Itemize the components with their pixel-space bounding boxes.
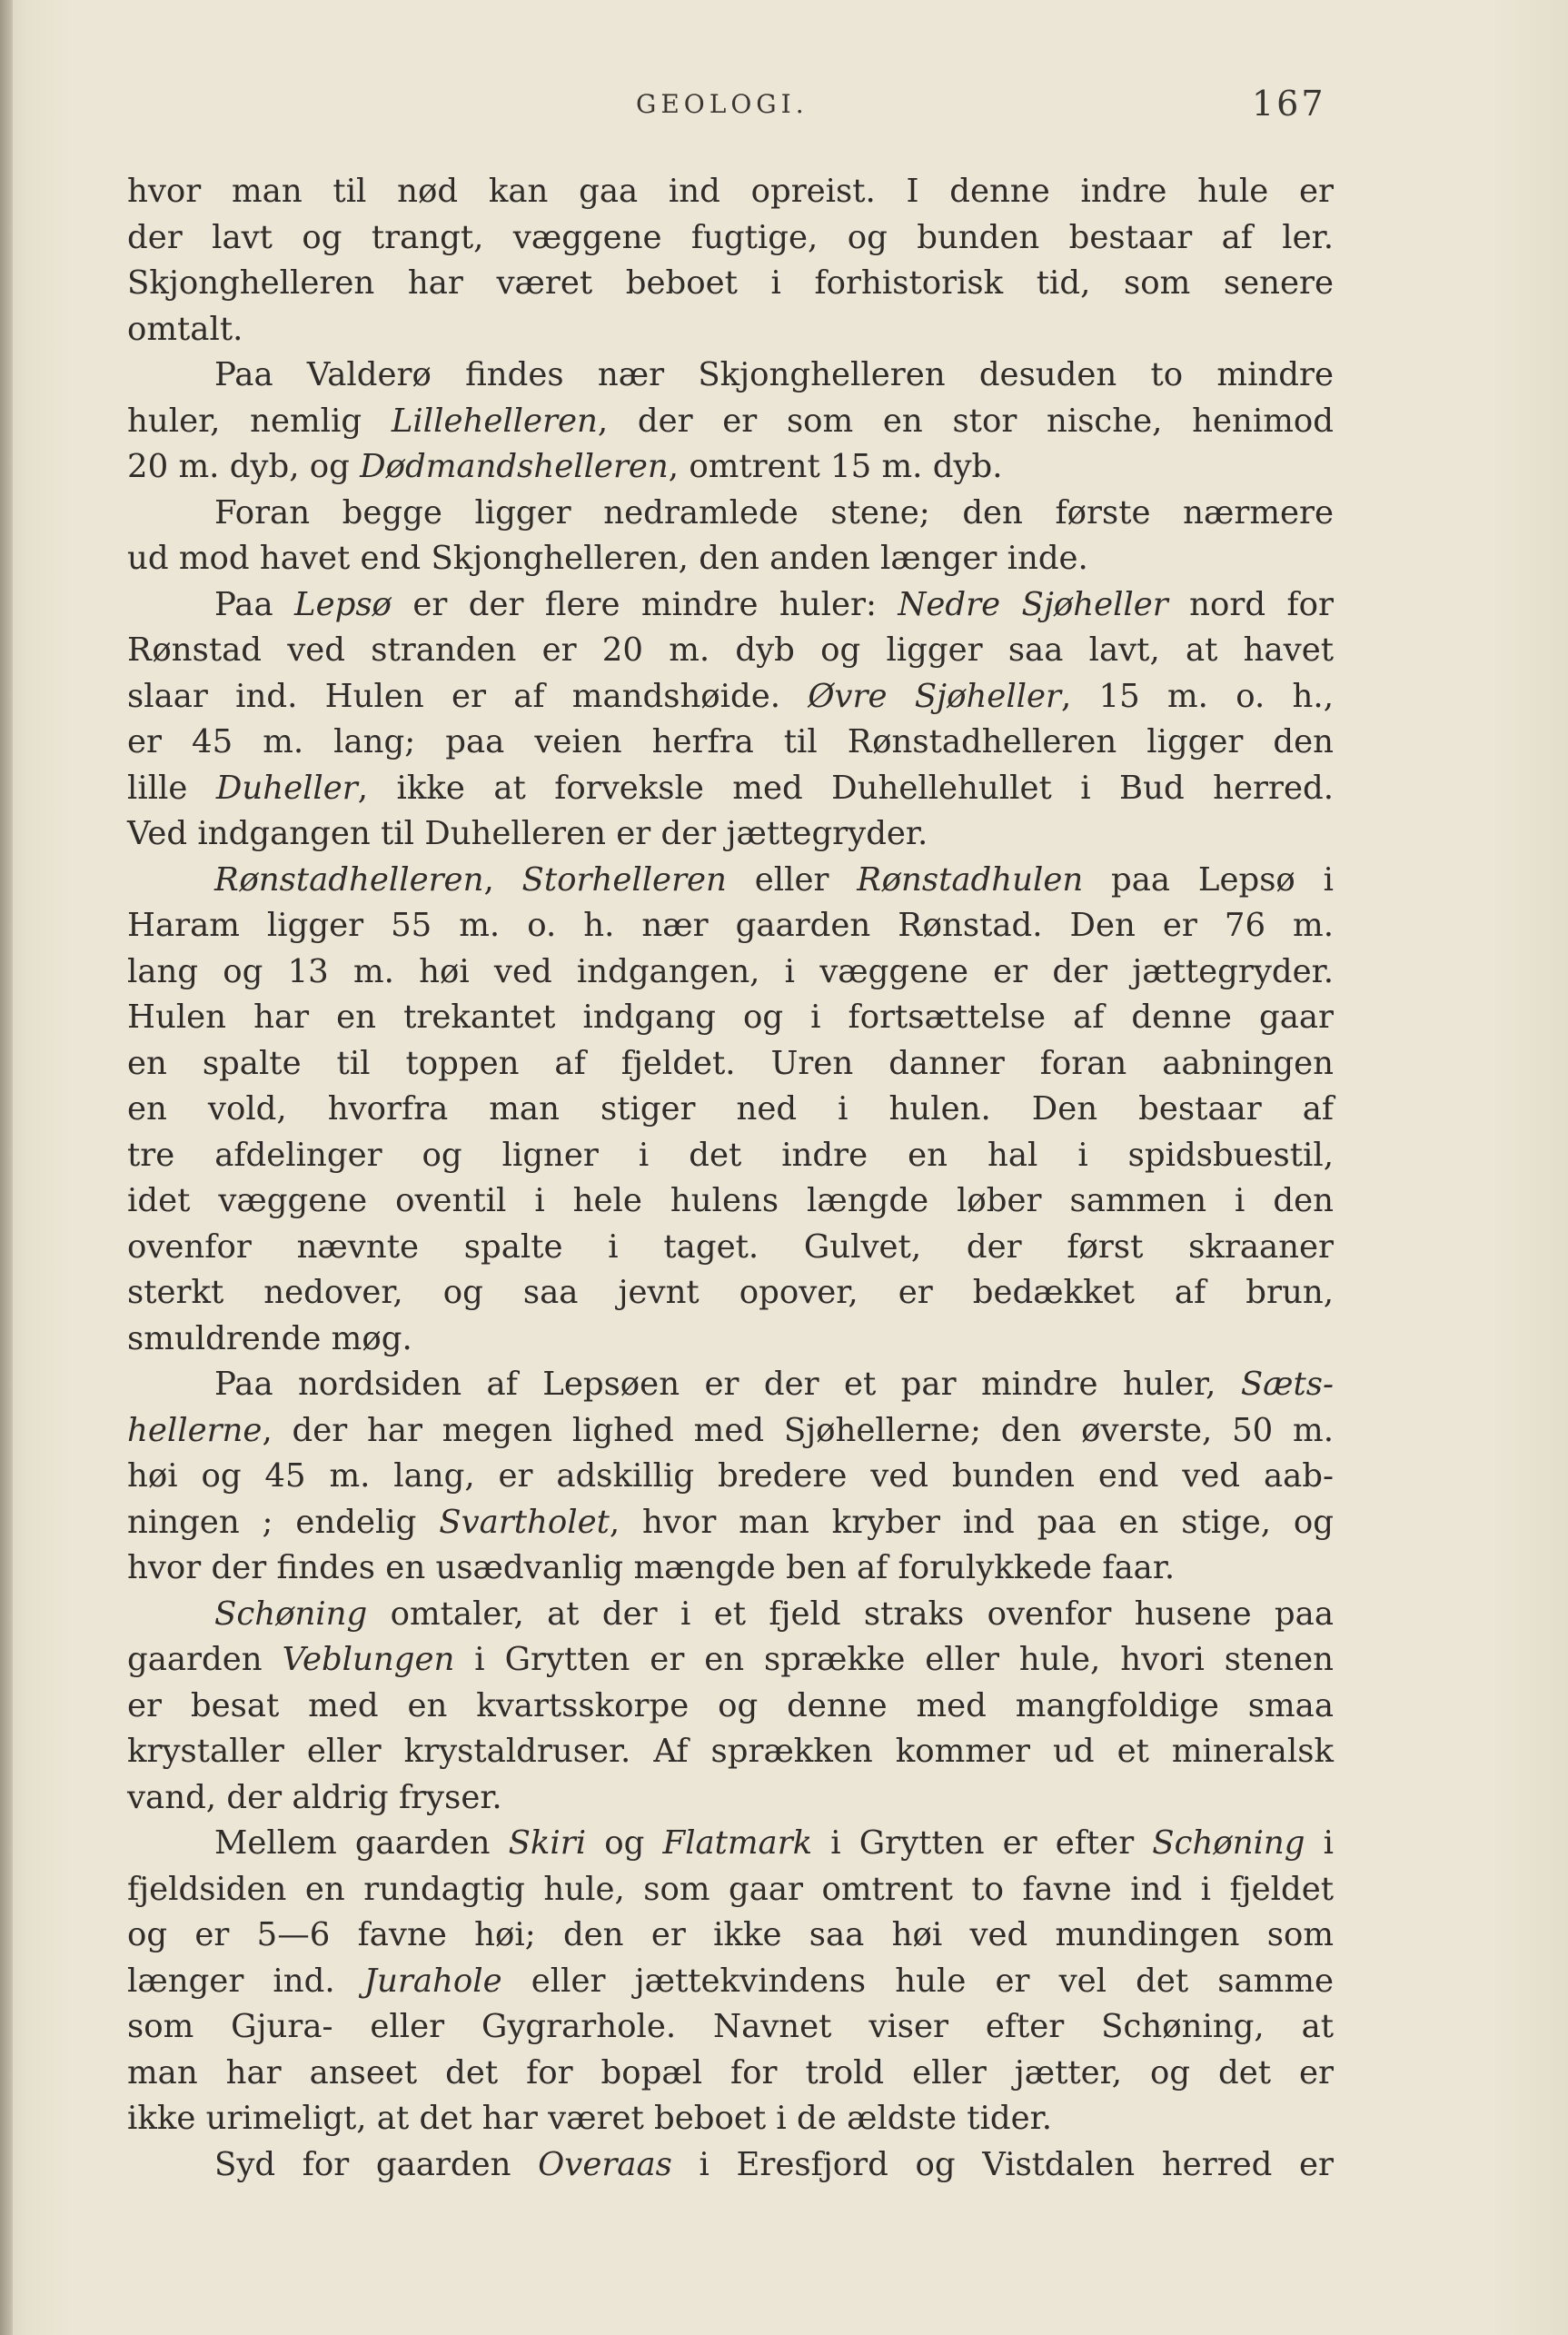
page-number: 167 — [1252, 84, 1326, 124]
text-line: ud mod havet end Skjonghelleren, den anden længer inde. — [127, 540, 1088, 577]
text-line: der lavt og trangt, væggene fugtige, og bunden bestaar af ler. — [127, 218, 1334, 256]
text-line: og er 5—6 favne høi; den er ikke saa høi ved mundingen som — [127, 1916, 1334, 1953]
text-line: er besat med en kvartsskorpe og denne med mangfoldige smaa — [127, 1686, 1334, 1724]
text-line: Rønstad ved stranden er 20 m. dyb og ligger saa lavt, at havet — [127, 631, 1334, 669]
text-line: lang og 13 m. høi ved indgangen, i væggene er der jættegryder. — [127, 952, 1334, 990]
text-line: fjeldsiden en rundagtig hule, som gaar omtrent to favne ind i fjeldet — [127, 1870, 1334, 1908]
text-line: omtalt. — [127, 310, 243, 348]
text-line: idet væggene oventil i hele hulens længde løber sammen i den — [127, 1182, 1334, 1219]
text-line: Skjonghelleren har været beboet i forhistorisk tid, som senere — [127, 264, 1334, 302]
text-line: Ved indgangen til Duhelleren er der jættegryder. — [127, 815, 928, 852]
text-line: 20 m. dyb, og Dødmandshelleren, omtrent 15 m. dyb. — [127, 448, 1003, 485]
text-line: krystaller eller krystaldruser. Af sprækken kommer ud et mineralsk — [127, 1733, 1334, 1770]
running-title: GEOLOGI. — [636, 89, 809, 119]
text-line: tre afdelinger og ligner i det indre en hal i spidsbuestil, — [127, 1136, 1334, 1174]
text-line: sterkt nedover, og saa jevnt opover, er bedækket af brun, — [127, 1274, 1334, 1311]
page-header — [0, 84, 1568, 125]
text-line: ovenfor nævnte spalte i taget. Gulvet, der først skraaner — [127, 1227, 1334, 1266]
text-line: høi og 45 m. lang, er adskillig bredere ved bunden end ved aab- — [127, 1457, 1334, 1495]
text-line: man har anseet det for bopæl for trold eller jætter, og det er — [127, 2053, 1334, 2092]
text-line: hvor man til nød kan gaa ind opreist. I denne indre hule er — [127, 173, 1334, 210]
text-line: er 45 m. lang; paa veien herfra til Rønstadhelleren ligger den — [127, 723, 1334, 760]
text-line: Syd for gaarden Overaas i Eresfjord og Vistdalen herred er — [214, 2145, 1334, 2183]
text-line: længer ind. Juraholе eller jættekvindens hule er vel det samme — [127, 1962, 1334, 2000]
text-line: Paa nordsiden af Lepsøen er der et par mindre huler, Sæts- — [214, 1366, 1334, 1403]
text-line: gaarden Veblungen i Grytten er en sprække eller hule, hvori stenen — [127, 1641, 1335, 1678]
text-line: Foran begge ligger nedramlede stene; den første nærmere — [214, 493, 1334, 532]
text-line: hvor der findes en usædvanlig mængde ben af forulykkede faar. — [127, 1549, 1176, 1586]
text-line: lille Duheller, ikke at forveksle med Duhellehullet i Bud herred. — [127, 769, 1334, 807]
text-line: Haram ligger 55 m. o. h. nær gaarden Rønstad. Den er 76 m. — [127, 907, 1334, 944]
text-line: ikke urimeligt, at det har været beboet i de ældste tider. — [127, 2100, 1053, 2137]
text-line: huler, nemlig Lillehelleren, der er som en stor nische, henimod — [127, 402, 1335, 440]
text-line: Mellem gaarden Skiri og Flatmark i Grytten er efter Schøning i — [214, 1824, 1335, 1862]
text-line: slaar ind. Hulen er af mandshøide. Øvre Sjøheller, 15 m. o. h., — [127, 677, 1334, 715]
text-line: vand, der aldrig fryser. — [127, 1778, 502, 1816]
text-line: en spalte til toppen af fjeldet. Uren danner foran aabningen — [127, 1044, 1334, 1082]
text-line: Hulen har en trekantet indgang og i fortsættelse af denne gaar — [127, 999, 1334, 1036]
text-line: som Gjura- eller Gygrarhole. Navnet viser efter Schøning, at — [127, 2008, 1334, 2045]
text-line: Schøning omtaler, at der i et fjeld straks ovenfor husene paa — [214, 1595, 1334, 1633]
text-line: Paa Lepsø er der flere mindre huler: Nedre Sjøheller nord for — [214, 585, 1335, 623]
text-line: Paa Valderø findes nær Skjonghelleren desuden to mindre — [214, 356, 1334, 393]
text-line: smuldrende møg. — [127, 1319, 412, 1357]
page-binding-edge — [0, 0, 13, 2335]
text-line: hellerne, der har megen lighed med Sjøhellerne; den øverste, 50 m. — [127, 1411, 1334, 1449]
text-line: Rønstadhelleren, Storhelleren eller Rønstadhulen paa Lepsø i — [214, 860, 1334, 899]
text-line: ningen ; endelig Svartholet, hvor man kryber ind paa en stige, og — [127, 1503, 1335, 1541]
text-line: en vold, hvorfra man stiger ned i hulen. Den bestaar af — [127, 1090, 1334, 1128]
body-text — [127, 169, 1334, 2188]
